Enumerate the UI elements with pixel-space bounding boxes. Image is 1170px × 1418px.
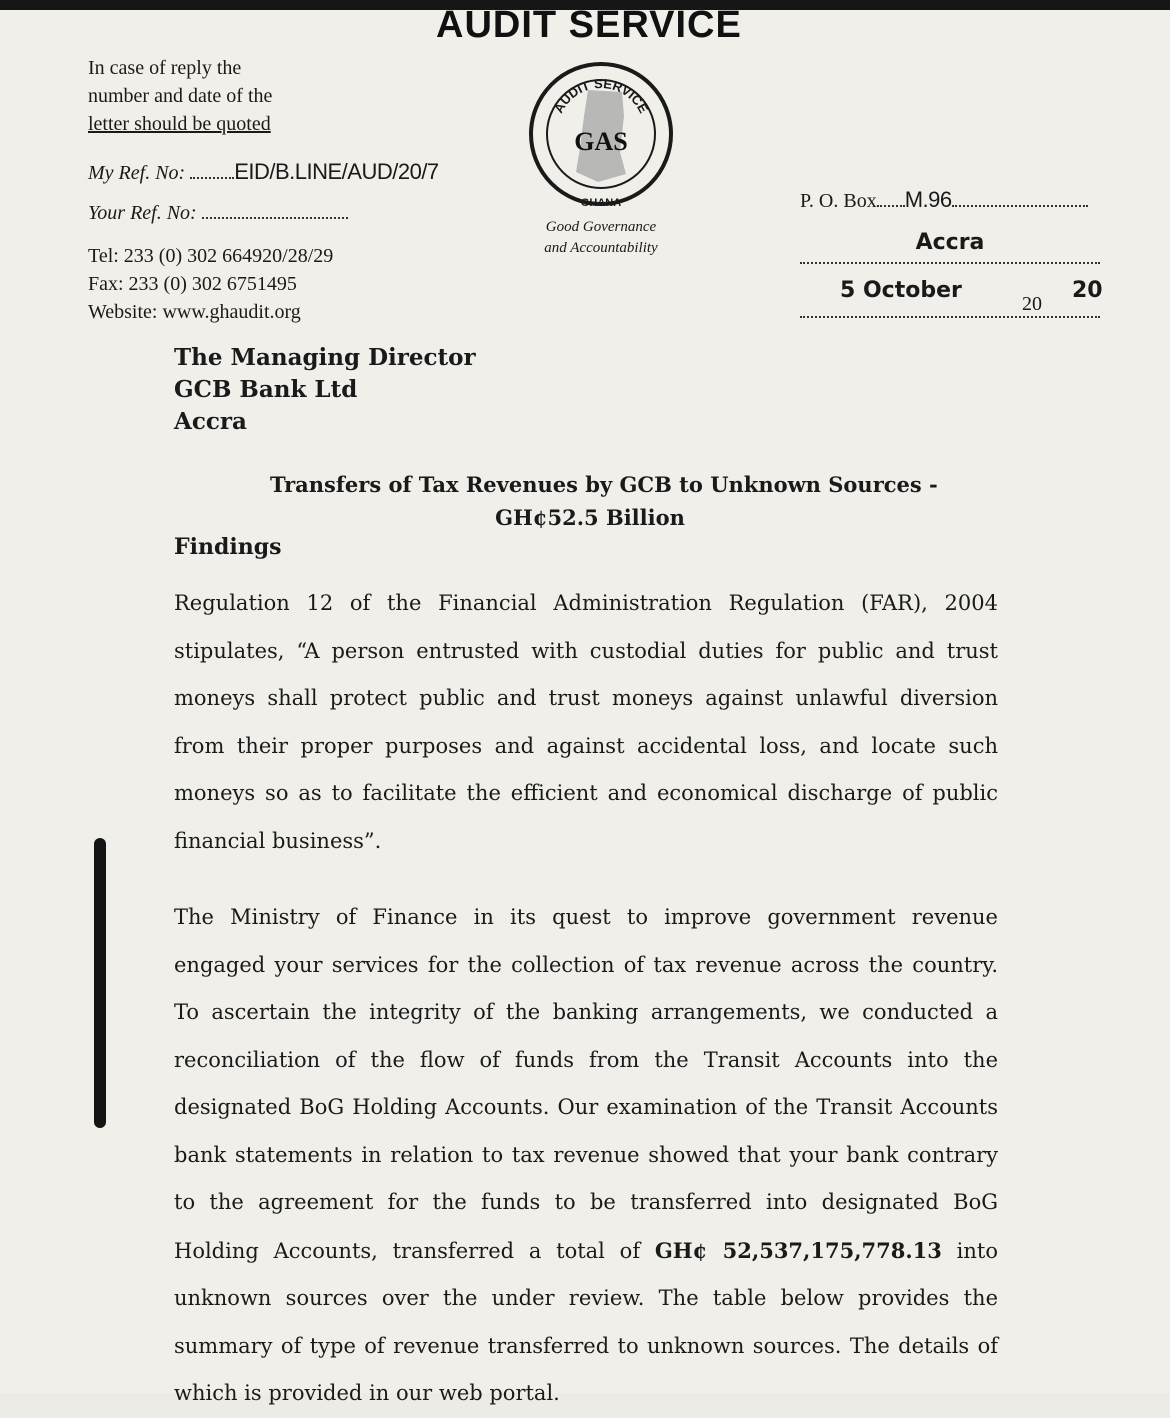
city-line (800, 230, 1100, 264)
my-ref-dots (190, 177, 234, 179)
seal-arc-text: AUDIT SERVICE (550, 75, 652, 116)
your-ref (88, 199, 348, 227)
paragraph-findings (174, 894, 998, 1418)
audit-service-seal (526, 56, 676, 216)
seal-motto-line-1: Good Governance (545, 219, 657, 235)
recipient-line-3: Accra (174, 408, 247, 435)
your-ref-dots (202, 217, 348, 219)
letter-page (0, 4, 1170, 1405)
recipient-address (174, 342, 476, 438)
transfer-amount: GH¢ 52,537,175,778.13 (654, 1237, 942, 1263)
subject-line-2: GH¢52.5 Billion (495, 505, 685, 530)
po-box-label: P. O. Box (800, 190, 877, 212)
paragraph-regulation: Regulation 12 of the Financial Administration Regulation (FAR), 2004 stipulates, “A person entrusted with custodial duties for public and trust moneys shall protect public and trust moneys against unlawful diversion from their proper purposes and against accidental loss, and locate such moneys so as to facilitate the efficient and economical discharge of public financial business”. (174, 591, 998, 853)
paragraph-findings-text-1: The Ministry of Finance in its quest to improve government revenue engaged your services for the collection of tax revenue across the country. To ascertain the integrity of the banking arrangements, we conducted a reconciliation of the flow of funds from the Transit Accounts into the designated BoG Holding Accounts. Our examination of the Transit Accounts bank statements in relation to tax revenue showed that your bank contrary to the agreement for the funds to be transferred into designated BoG Holding Accounts, transferred a total of (174, 905, 998, 1263)
contact-block (88, 242, 333, 326)
paragraph-findings-text-2: into unknown sources over the under review. The table below provides the summary of type of revenue transferred to unknown sources. The details of which is provided in our web portal. (174, 1238, 998, 1405)
seal-country: GHANA (580, 197, 622, 209)
date-value: 5 October (840, 278, 962, 303)
date-line (800, 278, 1103, 318)
website-line: Website: www.ghaudit.org (88, 301, 301, 323)
reply-note-line-3: letter should be quoted (88, 113, 271, 135)
seal-monogram: GAS (574, 127, 628, 156)
seal-motto-line-2: and Accountability (544, 240, 658, 256)
findings-heading: Findings (174, 534, 282, 560)
reply-note-line-2: number and date of the (88, 85, 273, 107)
margin-marker-line (94, 838, 106, 1128)
recipient-line-2: GCB Bank Ltd (174, 376, 358, 403)
my-ref-label: My Ref. No: (88, 162, 186, 184)
reply-note-line-1: In case of reply the (88, 57, 242, 79)
year-suffix: 20 (1072, 278, 1103, 303)
po-box-dots-2 (952, 205, 1088, 207)
city-value: Accra (915, 230, 985, 255)
reply-note (88, 54, 272, 138)
tel-line: Tel: 233 (0) 302 664920/28/29 (88, 245, 334, 267)
org-title: AUDIT SERVICE (436, 4, 742, 46)
year-prefix: 20 (1022, 293, 1042, 315)
my-ref-value: EID/B.LINE/AUD/20/7 (234, 159, 439, 184)
letter-subject (270, 468, 938, 534)
po-box-dots-1 (877, 205, 905, 207)
fax-line: Fax: 233 (0) 302 6751495 (88, 273, 297, 295)
subject-line-1: Transfers of Tax Revenues by GCB to Unknown Sources - (270, 472, 938, 497)
recipient-line-1: The Managing Director (174, 344, 476, 371)
your-ref-label: Your Ref. No: (88, 202, 197, 224)
seal-motto (526, 217, 676, 259)
po-box (800, 186, 1100, 215)
po-box-value: M.96 (904, 187, 952, 212)
my-ref (88, 158, 439, 187)
